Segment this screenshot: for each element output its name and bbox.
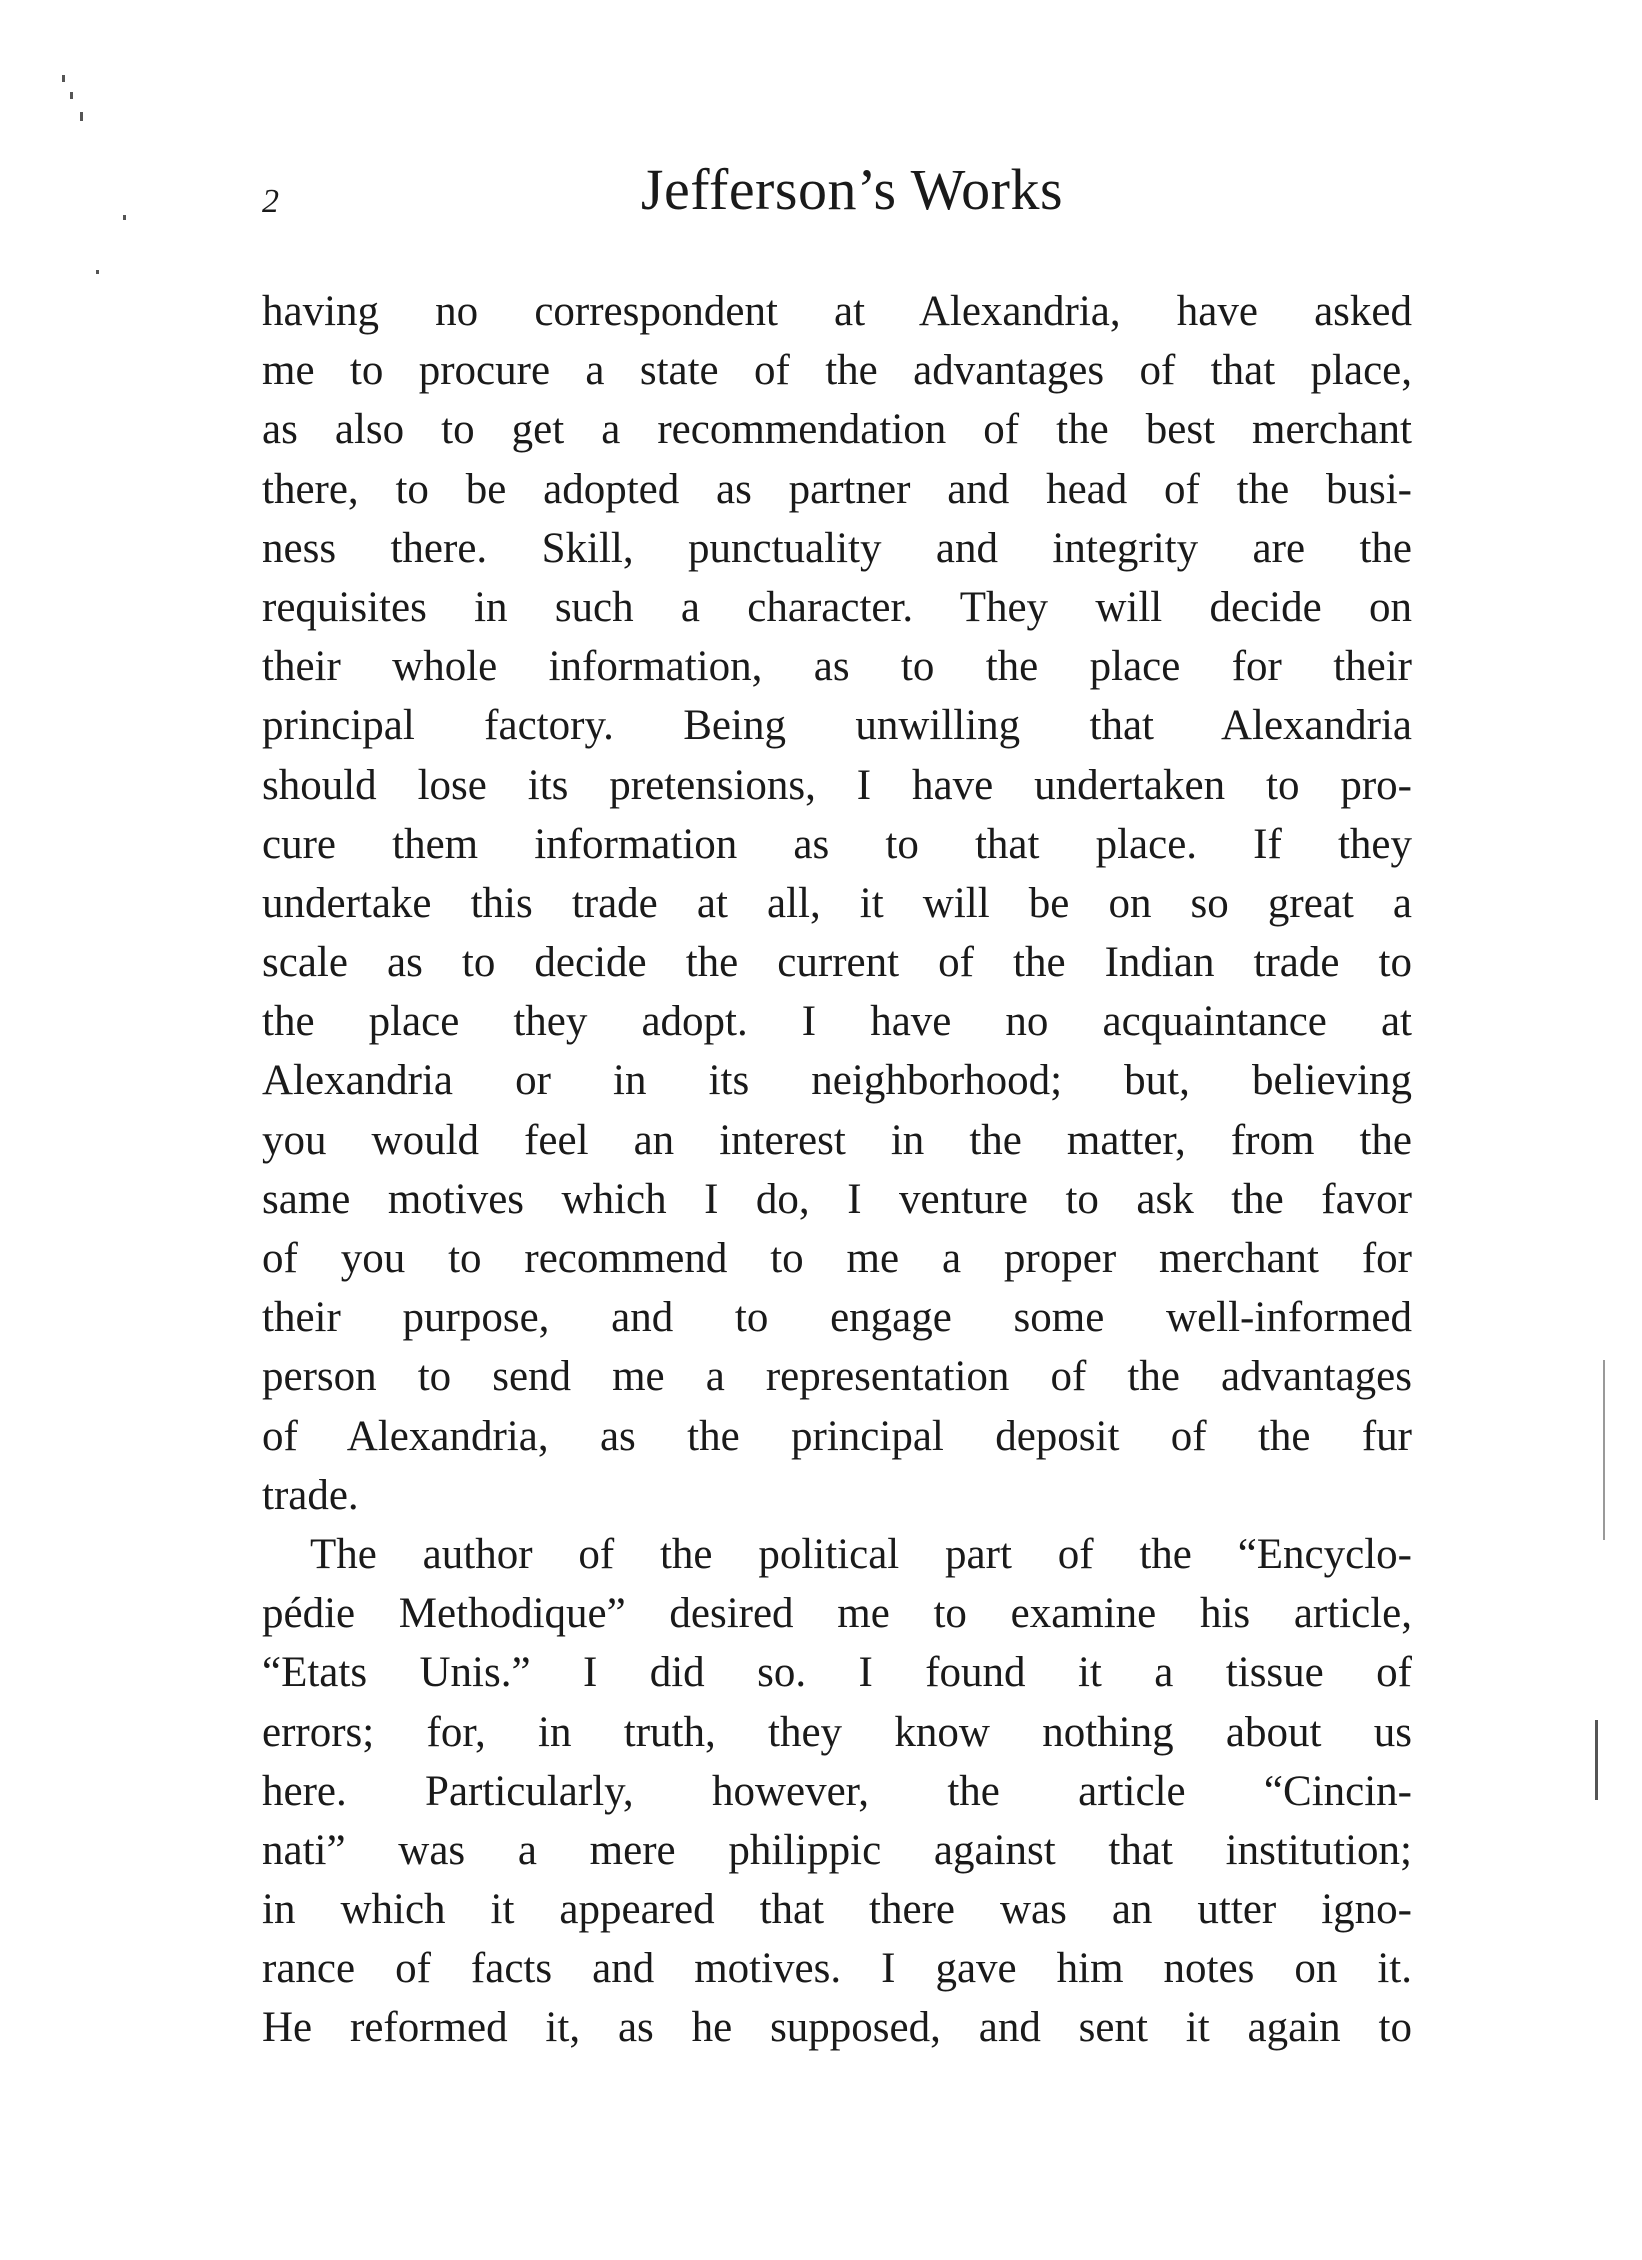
text-line: ness there. Skill, punctuality and integrity are the [262, 524, 1412, 572]
text-line: undertake this trade at all, it will be on so great a [262, 879, 1412, 927]
scan-speck [62, 75, 65, 82]
text-line: same motives which I do, I venture to ask the favor [262, 1175, 1412, 1223]
text-line: there, to be adopted as partner and head of the busi- [262, 465, 1412, 513]
text-line: rance of facts and motives. I gave him notes on it. [262, 1945, 1412, 1993]
text-line: principal factory. Being unwilling that Alexandria [262, 702, 1412, 750]
scan-speck [123, 215, 126, 220]
page-number: 2 [262, 183, 279, 220]
text-line: pédie Methodique” desired me to examine his article, [262, 1590, 1412, 1638]
text-line: person to send me a representation of the advantages [262, 1353, 1412, 1401]
text-line: should lose its pretensions, I have undertaken to pro- [262, 761, 1412, 809]
text-line: cure them information as to that place. If they [262, 820, 1412, 868]
gutter-mark [1603, 1360, 1605, 1540]
paragraph [262, 282, 1412, 1525]
body-text [262, 282, 1412, 2058]
text-line: having no correspondent at Alexandria, have asked [262, 288, 1412, 335]
text-line: as also to get a recommendation of the best merchant [262, 406, 1412, 454]
text-line: trade. [262, 1471, 359, 1519]
text-line: errors; for, in truth, they know nothing about us [262, 1708, 1412, 1756]
text-line: requisites in such a character. They will decide on [262, 583, 1412, 631]
text-line: “Etats Unis.” I did so. I found it a tissue of [262, 1649, 1412, 1697]
text-line: He reformed it, as he supposed, and sent it again to [262, 2004, 1412, 2052]
text-line: in which it appeared that there was an utter igno- [262, 1886, 1412, 1934]
scan-speck [70, 92, 73, 99]
text-line: scale as to decide the current of the Indian trade to [262, 939, 1412, 987]
text-line: The author of the political part of the “Encyclo- [310, 1530, 1412, 1578]
scan-speck [96, 270, 99, 274]
text-line: Alexandria or in its neighborhood; but, believing [262, 1057, 1412, 1105]
text-line: the place they adopt. I have no acquaintance at [262, 998, 1412, 1046]
text-line: of you to recommend to me a proper merchant for [262, 1235, 1412, 1282]
text-line: nati” was a mere philippic against that institution; [262, 1826, 1412, 1874]
text-line: of Alexandria, as the principal deposit of the fur [262, 1412, 1412, 1460]
text-line: their whole information, as to the place for their [262, 643, 1412, 691]
text-line: you would feel an interest in the matter, from the [262, 1116, 1412, 1164]
text-line: me to procure a state of the advantages of that place, [262, 347, 1412, 395]
running-title: Jefferson’s Works [640, 157, 1064, 222]
page-header [262, 155, 1412, 235]
gutter-mark [1595, 1720, 1598, 1800]
text-line: their purpose, and to engage some well-informed [262, 1294, 1412, 1342]
text-line: here. Particularly, however, the article “Cincin- [262, 1767, 1412, 1815]
paragraph [262, 1525, 1412, 2058]
scan-speck [80, 112, 83, 121]
